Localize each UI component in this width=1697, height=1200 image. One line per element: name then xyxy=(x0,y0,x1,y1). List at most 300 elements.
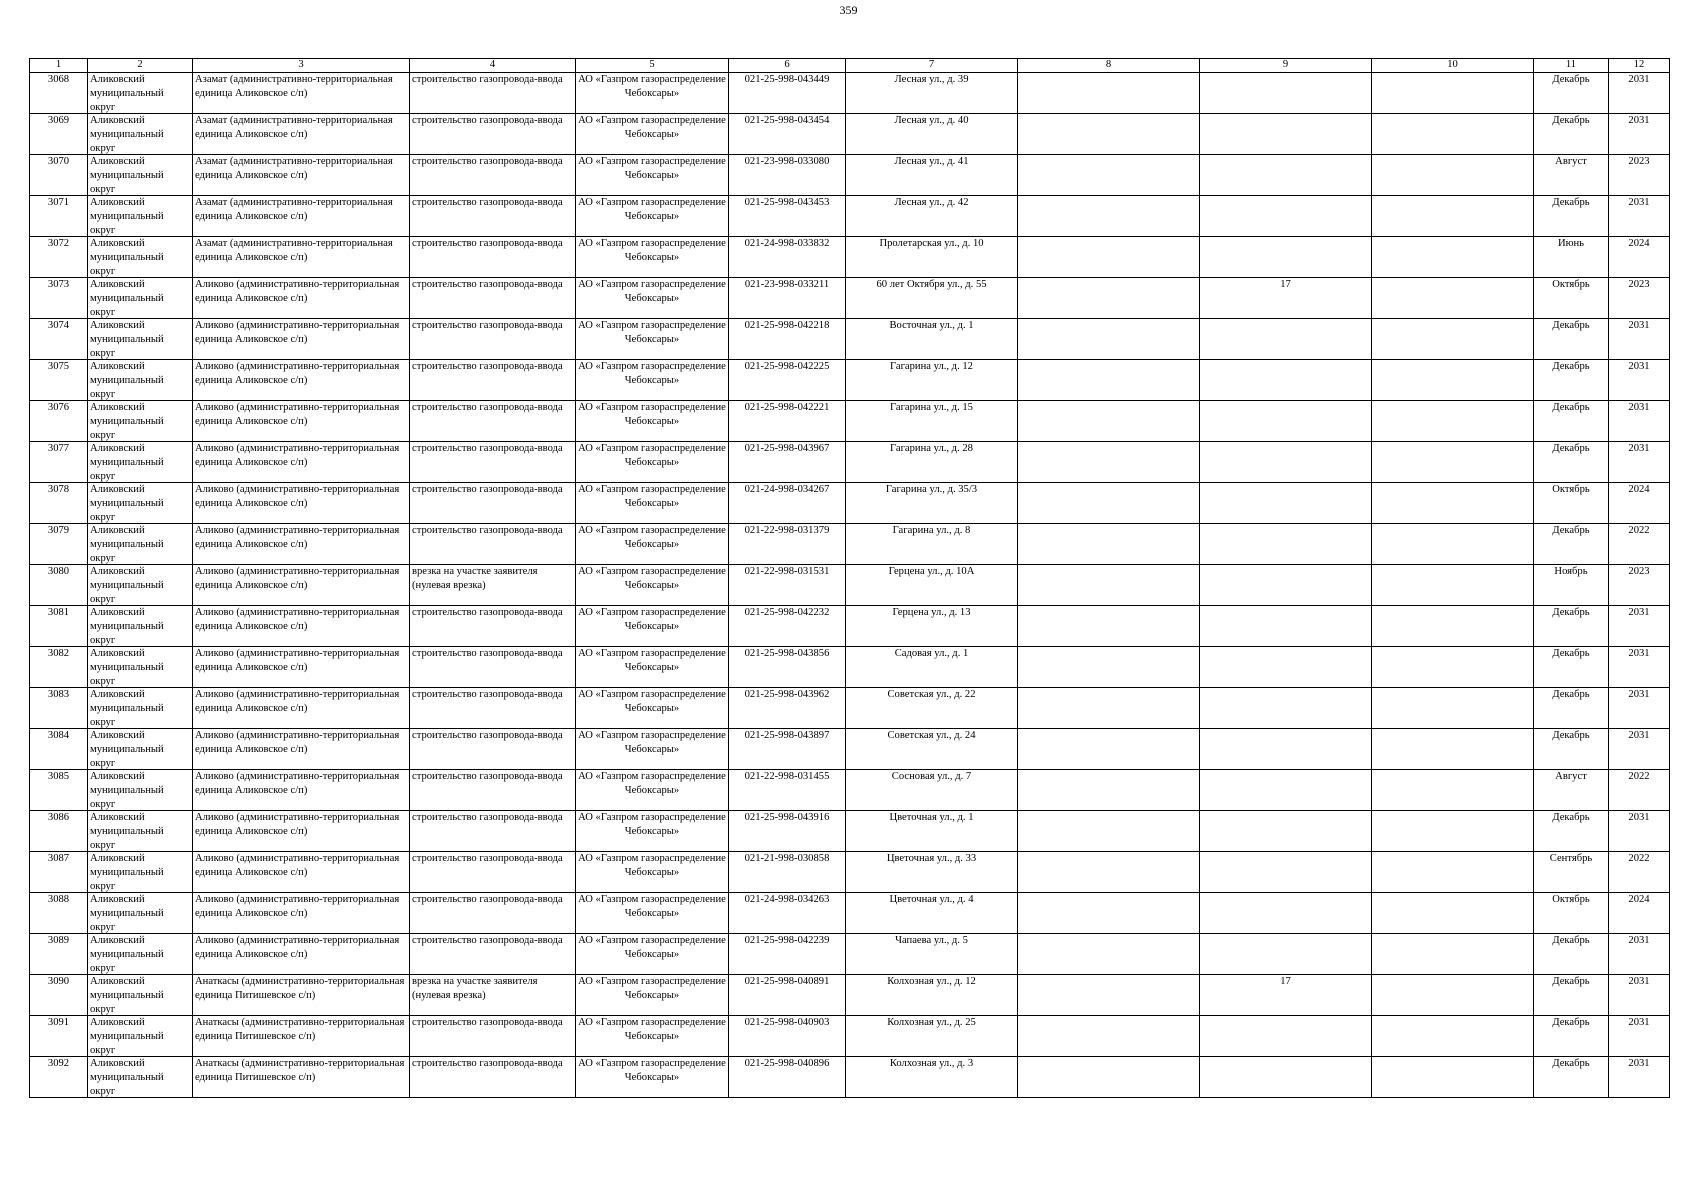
address-cell xyxy=(846,934,1018,975)
row-number-cell xyxy=(30,360,88,401)
month-cell-text: Декабрь xyxy=(1552,74,1590,85)
column-9-cell xyxy=(1200,688,1372,729)
district-cell xyxy=(88,852,193,893)
column-10-cell-text xyxy=(1374,688,1531,728)
column-9-cell-text xyxy=(1202,852,1369,892)
district-cell xyxy=(88,1016,193,1057)
row-number-cell xyxy=(30,934,88,975)
address-cell-text: Герцена ул., д. 10А xyxy=(888,566,975,577)
organization-cell xyxy=(576,114,729,155)
column-8-cell-text xyxy=(1020,852,1197,892)
district-cell xyxy=(88,360,193,401)
row-number-cell-text: 3080 xyxy=(47,566,70,577)
work-type-cell xyxy=(410,114,576,155)
row-number-cell-text: 3078 xyxy=(47,484,70,495)
column-10-cell xyxy=(1372,319,1534,360)
column-10-cell-text xyxy=(1374,114,1531,154)
address-cell-text: Колхозная ул., д. 25 xyxy=(887,1017,976,1028)
district-cell xyxy=(88,73,193,114)
work-type-cell xyxy=(410,729,576,770)
organization-cell-text: АО «Газпром газораспределение Чебоксары» xyxy=(578,566,726,591)
column-8-cell-text xyxy=(1020,155,1197,195)
organization-cell-text: АО «Газпром газораспределение Чебоксары» xyxy=(578,115,726,140)
organization-cell xyxy=(576,360,729,401)
application-code-cell xyxy=(729,975,846,1016)
organization-cell xyxy=(576,606,729,647)
column-header: 1 xyxy=(30,59,88,73)
table-row xyxy=(30,729,1670,770)
table-row xyxy=(30,483,1670,524)
address-cell xyxy=(846,237,1018,278)
year-cell xyxy=(1609,852,1670,893)
year-cell-text: 2031 xyxy=(1628,648,1650,659)
column-8-cell xyxy=(1018,1016,1200,1057)
organization-cell-text: АО «Газпром газораспределение Чебоксары» xyxy=(578,197,726,222)
locality-cell xyxy=(193,73,410,114)
application-code-cell xyxy=(729,360,846,401)
district-cell xyxy=(88,114,193,155)
organization-cell-text: АО «Газпром газораспределение Чебоксары» xyxy=(578,730,726,755)
column-header: 10 xyxy=(1372,59,1534,73)
month-cell xyxy=(1534,360,1609,401)
organization-cell-text: АО «Газпром газораспределение Чебоксары» xyxy=(578,607,726,632)
column-8-cell-text xyxy=(1020,278,1197,318)
column-9-cell xyxy=(1200,114,1372,155)
column-9-cell-text xyxy=(1202,811,1369,851)
locality-cell-text: Аликово (административно-территориальная единица Аликовское с/п) xyxy=(195,730,400,755)
work-type-cell xyxy=(410,73,576,114)
year-cell xyxy=(1609,442,1670,483)
district-cell-text: Аликовский муниципальный округ xyxy=(90,648,164,687)
organization-cell-text: АО «Газпром газораспределение Чебоксары» xyxy=(578,74,726,99)
address-cell xyxy=(846,770,1018,811)
year-cell-text: 2024 xyxy=(1628,238,1650,249)
column-9-cell-text xyxy=(1202,1016,1369,1056)
column-8-cell xyxy=(1018,483,1200,524)
address-cell-text: Лесная ул., д. 42 xyxy=(894,197,969,208)
work-type-cell-text: строительство газопровода-ввода xyxy=(412,935,563,946)
row-number-cell-text: 3073 xyxy=(47,279,70,290)
work-type-cell xyxy=(410,975,576,1016)
address-cell-text: 60 лет Октября ул., д. 55 xyxy=(876,279,987,290)
month-cell-text: Ноябрь xyxy=(1554,566,1588,577)
address-cell-text: Лесная ул., д. 41 xyxy=(894,156,969,167)
column-10-cell-text xyxy=(1374,401,1531,441)
row-number-cell xyxy=(30,524,88,565)
address-cell-text: Колхозная ул., д. 12 xyxy=(887,976,976,987)
column-8-cell-text xyxy=(1020,196,1197,236)
year-cell-text: 2031 xyxy=(1628,361,1650,372)
year-cell-text: 2023 xyxy=(1628,279,1650,290)
column-9-cell-text xyxy=(1202,360,1369,400)
row-number-cell xyxy=(30,196,88,237)
month-cell-text: Декабрь xyxy=(1552,320,1590,331)
column-10-cell-text xyxy=(1374,647,1531,687)
district-cell-text: Аликовский муниципальный округ xyxy=(90,771,164,810)
column-10-cell-text xyxy=(1374,442,1531,482)
column-9-cell xyxy=(1200,442,1372,483)
work-type-cell xyxy=(410,278,576,319)
month-cell-text: Декабрь xyxy=(1552,115,1590,126)
year-cell xyxy=(1609,73,1670,114)
column-header: 5 xyxy=(576,59,729,73)
district-cell xyxy=(88,811,193,852)
application-code-cell-text: 021-22-998-031379 xyxy=(744,525,830,536)
locality-cell xyxy=(193,278,410,319)
table-row xyxy=(30,155,1670,196)
address-cell-text: Сосновая ул., д. 7 xyxy=(891,771,972,782)
column-8-cell xyxy=(1018,811,1200,852)
table-row xyxy=(30,319,1670,360)
column-10-cell-text xyxy=(1374,770,1531,810)
application-code-cell xyxy=(729,155,846,196)
column-8-cell xyxy=(1018,360,1200,401)
district-cell xyxy=(88,770,193,811)
column-9-cell xyxy=(1200,278,1372,319)
row-number-cell-text: 3079 xyxy=(47,525,70,536)
work-type-cell xyxy=(410,360,576,401)
locality-cell xyxy=(193,934,410,975)
column-9-cell-text xyxy=(1202,237,1369,277)
row-number-cell xyxy=(30,688,88,729)
year-cell xyxy=(1609,606,1670,647)
application-code-cell-text: 021-25-998-043967 xyxy=(744,443,830,454)
row-number-cell-text: 3081 xyxy=(47,607,70,618)
column-9-cell xyxy=(1200,1016,1372,1057)
row-number-cell-text: 3091 xyxy=(47,1017,70,1028)
organization-cell xyxy=(576,319,729,360)
year-cell-text: 2031 xyxy=(1628,689,1650,700)
column-10-cell-text xyxy=(1374,524,1531,564)
address-cell xyxy=(846,401,1018,442)
district-cell-text: Аликовский муниципальный округ xyxy=(90,525,164,564)
organization-cell xyxy=(576,852,729,893)
column-10-cell-text xyxy=(1374,934,1531,974)
column-8-cell xyxy=(1018,852,1200,893)
locality-cell-text: Аликово (административно-территориальная единица Аликовское с/п) xyxy=(195,566,400,591)
district-cell-text: Аликовский муниципальный округ xyxy=(90,197,164,236)
month-cell-text: Август xyxy=(1555,771,1587,782)
column-8-cell xyxy=(1018,114,1200,155)
year-cell-text: 2023 xyxy=(1628,156,1650,167)
application-code-cell-text: 021-25-998-042239 xyxy=(744,935,830,946)
year-cell xyxy=(1609,524,1670,565)
column-header: 4 xyxy=(410,59,576,73)
year-cell-text: 2031 xyxy=(1628,197,1650,208)
organization-cell xyxy=(576,893,729,934)
column-9-cell-text xyxy=(1202,893,1369,933)
organization-cell-text: АО «Газпром газораспределение Чебоксары» xyxy=(578,402,726,427)
application-code-cell-text: 021-21-998-030858 xyxy=(744,853,830,864)
application-code-cell-text: 021-24-998-034263 xyxy=(744,894,830,905)
year-cell xyxy=(1609,975,1670,1016)
work-type-cell-text: строительство газопровода-ввода xyxy=(412,197,563,208)
district-cell-text: Аликовский муниципальный округ xyxy=(90,689,164,728)
year-cell-text: 2031 xyxy=(1628,935,1650,946)
month-cell xyxy=(1534,401,1609,442)
work-type-cell-text: строительство газопровода-ввода xyxy=(412,648,563,659)
organization-cell-text: АО «Газпром газораспределение Чебоксары» xyxy=(578,976,726,1001)
locality-cell-text: Аликово (административно-территориальная единица Аликовское с/п) xyxy=(195,443,400,468)
year-cell-text: 2031 xyxy=(1628,74,1650,85)
table-row xyxy=(30,442,1670,483)
year-cell xyxy=(1609,770,1670,811)
application-code-cell-text: 021-25-998-040896 xyxy=(744,1058,830,1069)
month-cell-text: Июнь xyxy=(1557,238,1585,249)
address-cell xyxy=(846,1057,1018,1098)
column-8-cell xyxy=(1018,278,1200,319)
work-type-cell xyxy=(410,1016,576,1057)
column-8-cell-text xyxy=(1020,975,1197,1015)
month-cell xyxy=(1534,442,1609,483)
organization-cell-text: АО «Газпром газораспределение Чебоксары» xyxy=(578,443,726,468)
row-number-cell xyxy=(30,1057,88,1098)
year-cell xyxy=(1609,1057,1670,1098)
table-row xyxy=(30,360,1670,401)
district-cell-text: Аликовский муниципальный округ xyxy=(90,320,164,359)
table-row xyxy=(30,196,1670,237)
address-cell-text: Советская ул., д. 22 xyxy=(887,689,976,700)
column-8-cell-text xyxy=(1020,729,1197,769)
application-code-cell xyxy=(729,852,846,893)
column-10-cell xyxy=(1372,565,1534,606)
locality-cell-text: Анаткасы (административно-территориальная единица Питишевское с/п) xyxy=(195,976,405,1001)
column-9-cell-text xyxy=(1202,483,1369,523)
month-cell xyxy=(1534,770,1609,811)
row-number-cell-text: 3089 xyxy=(47,935,70,946)
organization-cell xyxy=(576,688,729,729)
work-type-cell xyxy=(410,401,576,442)
district-cell-text: Аликовский муниципальный округ xyxy=(90,976,164,1015)
table-row xyxy=(30,688,1670,729)
organization-cell-text: АО «Газпром газораспределение Чебоксары» xyxy=(578,525,726,550)
application-code-cell-text: 021-23-998-033080 xyxy=(744,156,830,167)
locality-cell-text: Аликово (административно-территориальная единица Аликовское с/п) xyxy=(195,648,400,673)
year-cell xyxy=(1609,278,1670,319)
column-8-cell-text xyxy=(1020,524,1197,564)
page-number: 359 xyxy=(839,3,858,17)
locality-cell-text: Аликово (административно-территориальная единица Аликовское с/п) xyxy=(195,525,400,550)
year-cell-text: 2031 xyxy=(1628,976,1650,987)
year-cell xyxy=(1609,401,1670,442)
district-cell-text: Аликовский муниципальный округ xyxy=(90,1058,164,1097)
organization-cell-text: АО «Газпром газораспределение Чебоксары» xyxy=(578,484,726,509)
row-number-cell-text: 3077 xyxy=(47,443,70,454)
table-row xyxy=(30,524,1670,565)
column-9-cell xyxy=(1200,770,1372,811)
row-number-cell xyxy=(30,606,88,647)
column-9-cell xyxy=(1200,524,1372,565)
column-10-cell xyxy=(1372,155,1534,196)
district-cell xyxy=(88,483,193,524)
column-8-cell xyxy=(1018,442,1200,483)
work-type-cell xyxy=(410,770,576,811)
locality-cell xyxy=(193,647,410,688)
column-header: 12 xyxy=(1609,59,1670,73)
column-10-cell xyxy=(1372,360,1534,401)
district-cell xyxy=(88,934,193,975)
column-8-cell-text xyxy=(1020,811,1197,851)
row-number-cell xyxy=(30,1016,88,1057)
column-9-cell xyxy=(1200,934,1372,975)
locality-cell-text: Аликово (административно-территориальная единица Аликовское с/п) xyxy=(195,361,400,386)
year-cell-text: 2031 xyxy=(1628,607,1650,618)
table-row xyxy=(30,1016,1670,1057)
organization-cell xyxy=(576,524,729,565)
column-header: 11 xyxy=(1534,59,1609,73)
address-cell-text: Цветочная ул., д. 1 xyxy=(889,812,974,823)
year-cell-text: 2031 xyxy=(1628,443,1650,454)
locality-cell xyxy=(193,1016,410,1057)
locality-cell xyxy=(193,237,410,278)
column-9-cell xyxy=(1200,852,1372,893)
address-cell xyxy=(846,688,1018,729)
month-cell xyxy=(1534,114,1609,155)
district-cell xyxy=(88,442,193,483)
locality-cell xyxy=(193,893,410,934)
column-10-cell-text xyxy=(1374,565,1531,605)
address-cell xyxy=(846,729,1018,770)
column-9-cell-text xyxy=(1202,196,1369,236)
application-code-cell-text: 021-25-998-043453 xyxy=(744,197,830,208)
column-9-cell xyxy=(1200,729,1372,770)
row-number-cell xyxy=(30,73,88,114)
column-9-cell xyxy=(1200,196,1372,237)
year-cell-text: 2022 xyxy=(1628,771,1650,782)
row-number-cell xyxy=(30,483,88,524)
column-8-cell xyxy=(1018,1057,1200,1098)
locality-cell-text: Аликово (административно-территориальная единица Аликовское с/п) xyxy=(195,812,400,837)
address-cell-text: Чапаева ул., д. 5 xyxy=(895,935,968,946)
district-cell xyxy=(88,196,193,237)
district-cell xyxy=(88,606,193,647)
row-number-cell xyxy=(30,401,88,442)
address-cell xyxy=(846,1016,1018,1057)
month-cell xyxy=(1534,606,1609,647)
organization-cell xyxy=(576,1057,729,1098)
application-code-cell xyxy=(729,278,846,319)
month-cell xyxy=(1534,688,1609,729)
month-cell xyxy=(1534,73,1609,114)
district-cell-text: Аликовский муниципальный округ xyxy=(90,1017,164,1056)
row-number-cell-text: 3082 xyxy=(47,648,70,659)
column-9-cell-text xyxy=(1202,729,1369,769)
column-10-cell xyxy=(1372,688,1534,729)
application-code-cell-text: 021-23-998-033211 xyxy=(744,279,830,290)
application-code-cell xyxy=(729,1057,846,1098)
address-cell-text: Гагарина ул., д. 28 xyxy=(890,443,973,454)
work-type-cell xyxy=(410,442,576,483)
organization-cell-text: АО «Газпром газораспределение Чебоксары» xyxy=(578,156,726,181)
work-type-cell-text: строительство газопровода-ввода xyxy=(412,525,563,536)
application-code-cell xyxy=(729,483,846,524)
address-cell xyxy=(846,893,1018,934)
row-number-cell xyxy=(30,278,88,319)
year-cell xyxy=(1609,729,1670,770)
organization-cell-text: АО «Газпром газораспределение Чебоксары» xyxy=(578,320,726,345)
address-cell xyxy=(846,483,1018,524)
year-cell-text: 2024 xyxy=(1628,484,1650,495)
column-10-cell xyxy=(1372,237,1534,278)
row-number-cell-text: 3071 xyxy=(47,197,70,208)
district-cell xyxy=(88,524,193,565)
column-10-cell xyxy=(1372,770,1534,811)
application-code-cell xyxy=(729,729,846,770)
district-cell-text: Аликовский муниципальный округ xyxy=(90,74,164,113)
column-8-cell-text xyxy=(1020,401,1197,441)
year-cell-text: 2031 xyxy=(1628,812,1650,823)
month-cell-text: Август xyxy=(1555,156,1587,167)
district-cell-text: Аликовский муниципальный округ xyxy=(90,566,164,605)
month-cell xyxy=(1534,196,1609,237)
organization-cell xyxy=(576,237,729,278)
column-8-cell-text xyxy=(1020,893,1197,933)
address-cell-text: Колхозная ул., д. 3 xyxy=(889,1058,974,1069)
work-type-cell xyxy=(410,811,576,852)
work-type-cell xyxy=(410,319,576,360)
column-8-cell-text xyxy=(1020,770,1197,810)
column-9-cell xyxy=(1200,237,1372,278)
district-cell-text: Аликовский муниципальный округ xyxy=(90,894,164,933)
column-8-cell-text xyxy=(1020,114,1197,154)
organization-cell xyxy=(576,401,729,442)
address-cell-text: Цветочная ул., д. 4 xyxy=(889,894,974,905)
column-8-cell-text xyxy=(1020,1016,1197,1056)
year-cell xyxy=(1609,483,1670,524)
year-cell xyxy=(1609,934,1670,975)
address-cell-text: Гагарина ул., д. 35/3 xyxy=(885,484,978,495)
row-number-cell-text: 3088 xyxy=(47,894,70,905)
row-number-cell-text: 3072 xyxy=(47,238,70,249)
row-number-cell-text: 3092 xyxy=(47,1058,70,1069)
locality-cell-text: Анаткасы (административно-территориальная единица Питишевское с/п) xyxy=(195,1058,405,1083)
column-10-cell-text xyxy=(1374,73,1531,113)
address-cell xyxy=(846,319,1018,360)
year-cell xyxy=(1609,811,1670,852)
row-number-cell xyxy=(30,893,88,934)
column-8-cell-text xyxy=(1020,606,1197,646)
column-10-cell xyxy=(1372,729,1534,770)
column-10-cell xyxy=(1372,114,1534,155)
year-cell xyxy=(1609,114,1670,155)
organization-cell xyxy=(576,73,729,114)
column-9-cell xyxy=(1200,73,1372,114)
locality-cell-text: Аликово (административно-территориальная единица Аликовское с/п) xyxy=(195,279,400,304)
month-cell-text: Декабрь xyxy=(1552,1058,1590,1069)
district-cell-text: Аликовский муниципальный округ xyxy=(90,484,164,523)
locality-cell-text: Азамат (административно-территориальная единица Аликовское с/п) xyxy=(195,197,393,222)
organization-cell xyxy=(576,1016,729,1057)
address-cell-text: Восточная ул., д. 1 xyxy=(889,320,974,331)
row-number-cell xyxy=(30,319,88,360)
organization-cell-text: АО «Газпром газораспределение Чебоксары» xyxy=(578,238,726,263)
table-row xyxy=(30,975,1670,1016)
application-code-cell-text: 021-25-998-042221 xyxy=(744,402,830,413)
locality-cell xyxy=(193,1057,410,1098)
month-cell xyxy=(1534,893,1609,934)
district-cell xyxy=(88,975,193,1016)
column-9-cell xyxy=(1200,893,1372,934)
column-10-cell-text xyxy=(1374,360,1531,400)
work-type-cell-text: строительство газопровода-ввода xyxy=(412,730,563,741)
district-cell xyxy=(88,729,193,770)
column-8-cell xyxy=(1018,934,1200,975)
month-cell xyxy=(1534,237,1609,278)
locality-cell xyxy=(193,319,410,360)
locality-cell xyxy=(193,196,410,237)
address-cell-text: Герцена ул., д. 13 xyxy=(892,607,971,618)
column-8-cell-text xyxy=(1020,442,1197,482)
